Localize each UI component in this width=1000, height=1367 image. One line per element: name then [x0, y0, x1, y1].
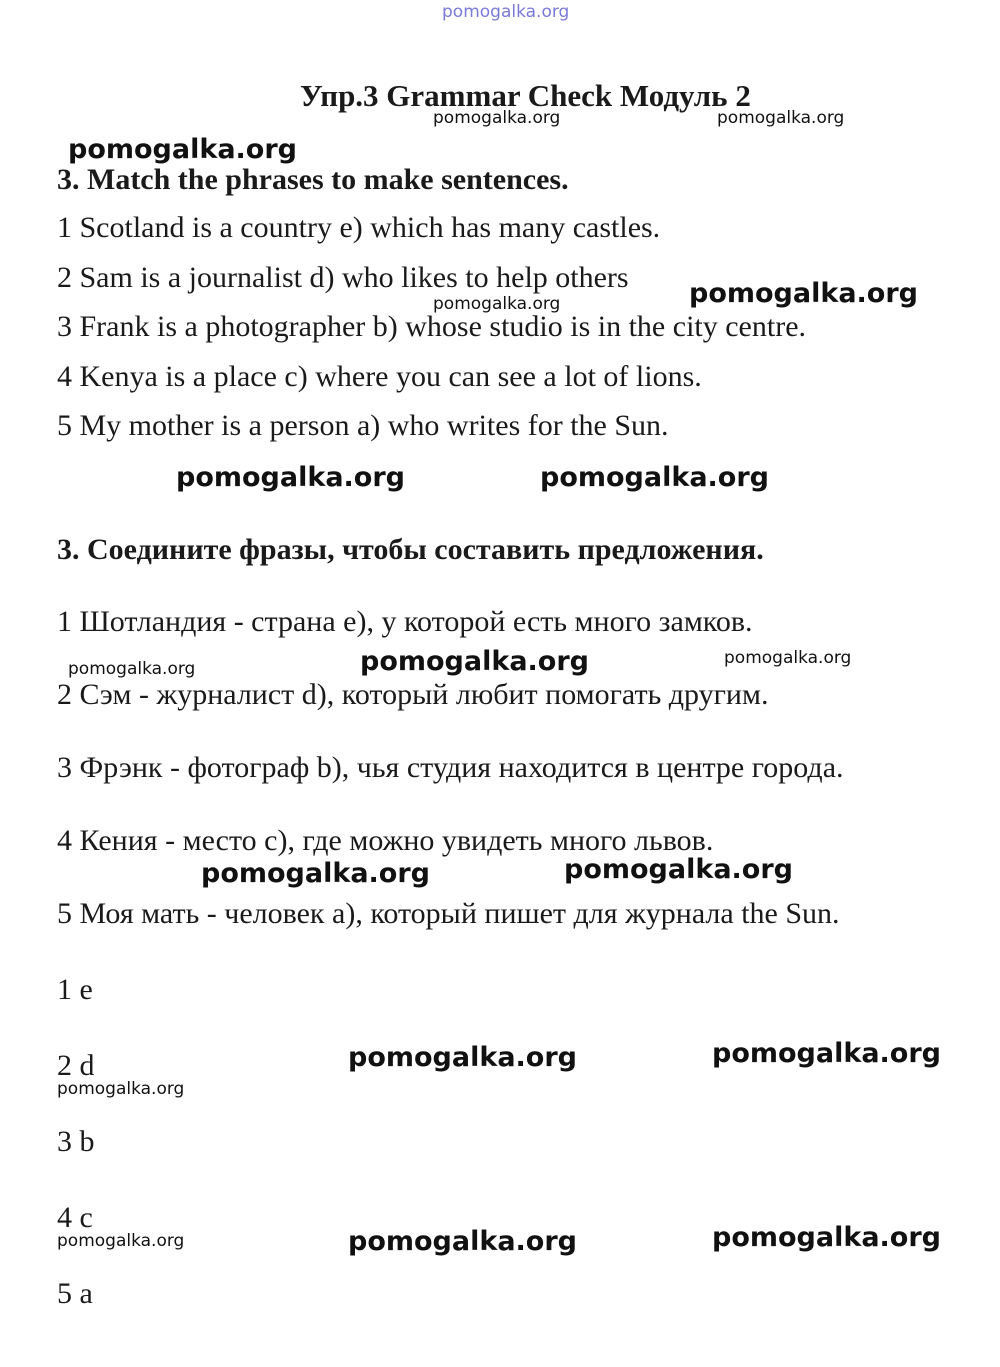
- watermark: pomogalka.org: [348, 1042, 577, 1073]
- english-sentence: 4 Kenya is a place c) where you can see a lot of lions.: [57, 360, 702, 393]
- answer-item: 4 c: [57, 1201, 93, 1234]
- english-sentence: 1 Scotland is a country e) which has many castles.: [57, 211, 661, 244]
- watermark: pomogalka.org: [68, 659, 196, 679]
- answer-item: 1 e: [57, 973, 93, 1006]
- russian-sentence: 1 Шотландия - страна е), у которой есть много замков.: [57, 605, 753, 638]
- watermark: pomogalka.org: [724, 648, 852, 668]
- watermark: pomogalka.org: [564, 854, 793, 885]
- english-sentence: 2 Sam is a journalist d) who likes to help others: [57, 261, 629, 294]
- watermark: pomogalka.org: [68, 134, 297, 165]
- answer-item: 5 a: [57, 1277, 93, 1310]
- watermark: pomogalka.org: [712, 1038, 941, 1069]
- watermark: pomogalka.org: [348, 1226, 577, 1257]
- answer-item: 2 d: [57, 1049, 95, 1082]
- watermark: pomogalka.org: [57, 1231, 185, 1251]
- answer-item: 3 b: [57, 1125, 95, 1158]
- russian-sentence: 3 Фрэнк - фотограф b), чья студия находится в центре города.: [57, 751, 844, 784]
- watermark: pomogalka.org: [442, 2, 570, 22]
- watermark: pomogalka.org: [689, 278, 918, 309]
- russian-sentence: 2 Сэм - журналист d), который любит помогать другим.: [57, 678, 769, 711]
- watermark: pomogalka.org: [433, 294, 561, 314]
- watermark: pomogalka.org: [540, 462, 769, 493]
- russian-sentence: 4 Кения - место c), где можно увидеть много львов.: [57, 824, 714, 857]
- russian-heading: 3. Соедините фразы, чтобы составить предложения.: [57, 533, 764, 566]
- watermark: pomogalka.org: [433, 108, 561, 128]
- page-title: Упр.3 Grammar Check Модуль 2: [300, 78, 751, 113]
- watermark: pomogalka.org: [712, 1222, 941, 1253]
- watermark: pomogalka.org: [360, 646, 589, 677]
- english-heading: 3. Match the phrases to make sentences.: [57, 163, 569, 196]
- russian-sentence: 5 Моя мать - человек a), который пишет для журнала the Sun.: [57, 897, 840, 930]
- watermark: pomogalka.org: [176, 462, 405, 493]
- watermark: pomogalka.org: [57, 1079, 185, 1099]
- english-sentence: 5 My mother is a person a) who writes for the Sun.: [57, 409, 669, 442]
- watermark: pomogalka.org: [717, 108, 845, 128]
- english-sentence: 3 Frank is a photographer b) whose studio is in the city centre.: [57, 310, 807, 343]
- watermark: pomogalka.org: [201, 858, 430, 889]
